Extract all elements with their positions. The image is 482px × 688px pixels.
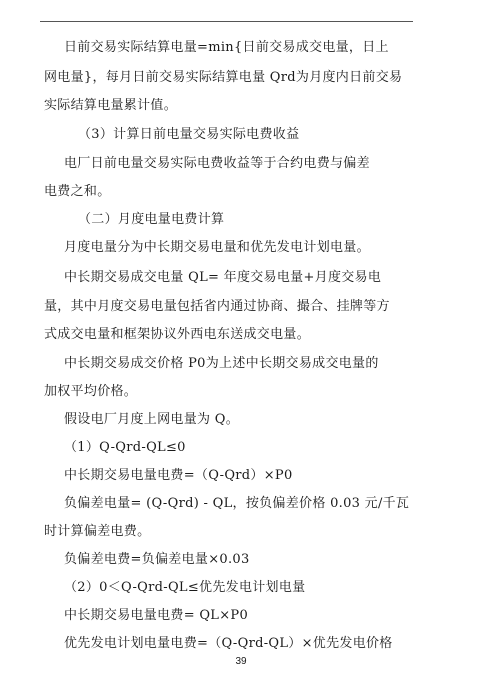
text-line: （3）计算日前电量交易实际电费收益 (78, 127, 300, 142)
text-line: 日前交易实际结算电量=min{日前交易成交电量，日上 (64, 40, 389, 55)
formula-line: （2）0＜Q-Qrd-QL≤优先发电计划电量 (64, 580, 306, 595)
text-line: 电费之和。 (44, 184, 111, 199)
page-number: 39 (235, 656, 247, 667)
formula-line: 中长期交易电量电费=（Q-Qrd）×P0 (64, 468, 293, 483)
text-line: 加权平均价格。 (44, 384, 138, 399)
text-line: 中长期交易成交价格 P0为上述中长期交易成交电量的 (64, 356, 379, 371)
text-line: 中长期交易成交电量 QL= 年度交易电量+月度交易电 (64, 270, 382, 285)
text-line: 电厂日前电量交易实际电费收益等于合约电费与偏差 (64, 156, 370, 171)
formula-line: 负偏差电费=负偏差电量×0.03 (64, 552, 250, 567)
formula-line: （1）Q-Qrd-QL≤0 (64, 440, 186, 455)
text-line: 量，其中月度交易电量包括省内通过协商、撮合、挂牌等方 (44, 299, 390, 314)
text-line: 式成交电量和框架协议外西电东送成交电量。 (44, 327, 311, 342)
text-line: 实际结算电量累计值。 (44, 98, 178, 113)
header-rule (40, 21, 413, 22)
text-line: 假设电厂月度上网电量为 Q。 (64, 412, 239, 427)
text-line: 时计算偏差电费。 (44, 524, 151, 539)
formula-line: 优先发电计划电量电费=（Q-Qrd-QL）×优先发电价格 (64, 636, 393, 651)
formula-line: 负偏差电量= (Q-Qrd) - QL，按负偏差价格 0.03 元/千瓦 (64, 496, 410, 511)
section-heading: （二）月度电量电费计算 (78, 212, 225, 227)
text-line: 月度电量分为中长期交易电量和优先发电计划电量。 (64, 240, 370, 255)
formula-line: 中长期交易电量电费= QL×P0 (64, 608, 249, 623)
text-line: 网电量}，每月日前交易实际结算电量 Qrd为月度内日前交易 (44, 70, 403, 85)
